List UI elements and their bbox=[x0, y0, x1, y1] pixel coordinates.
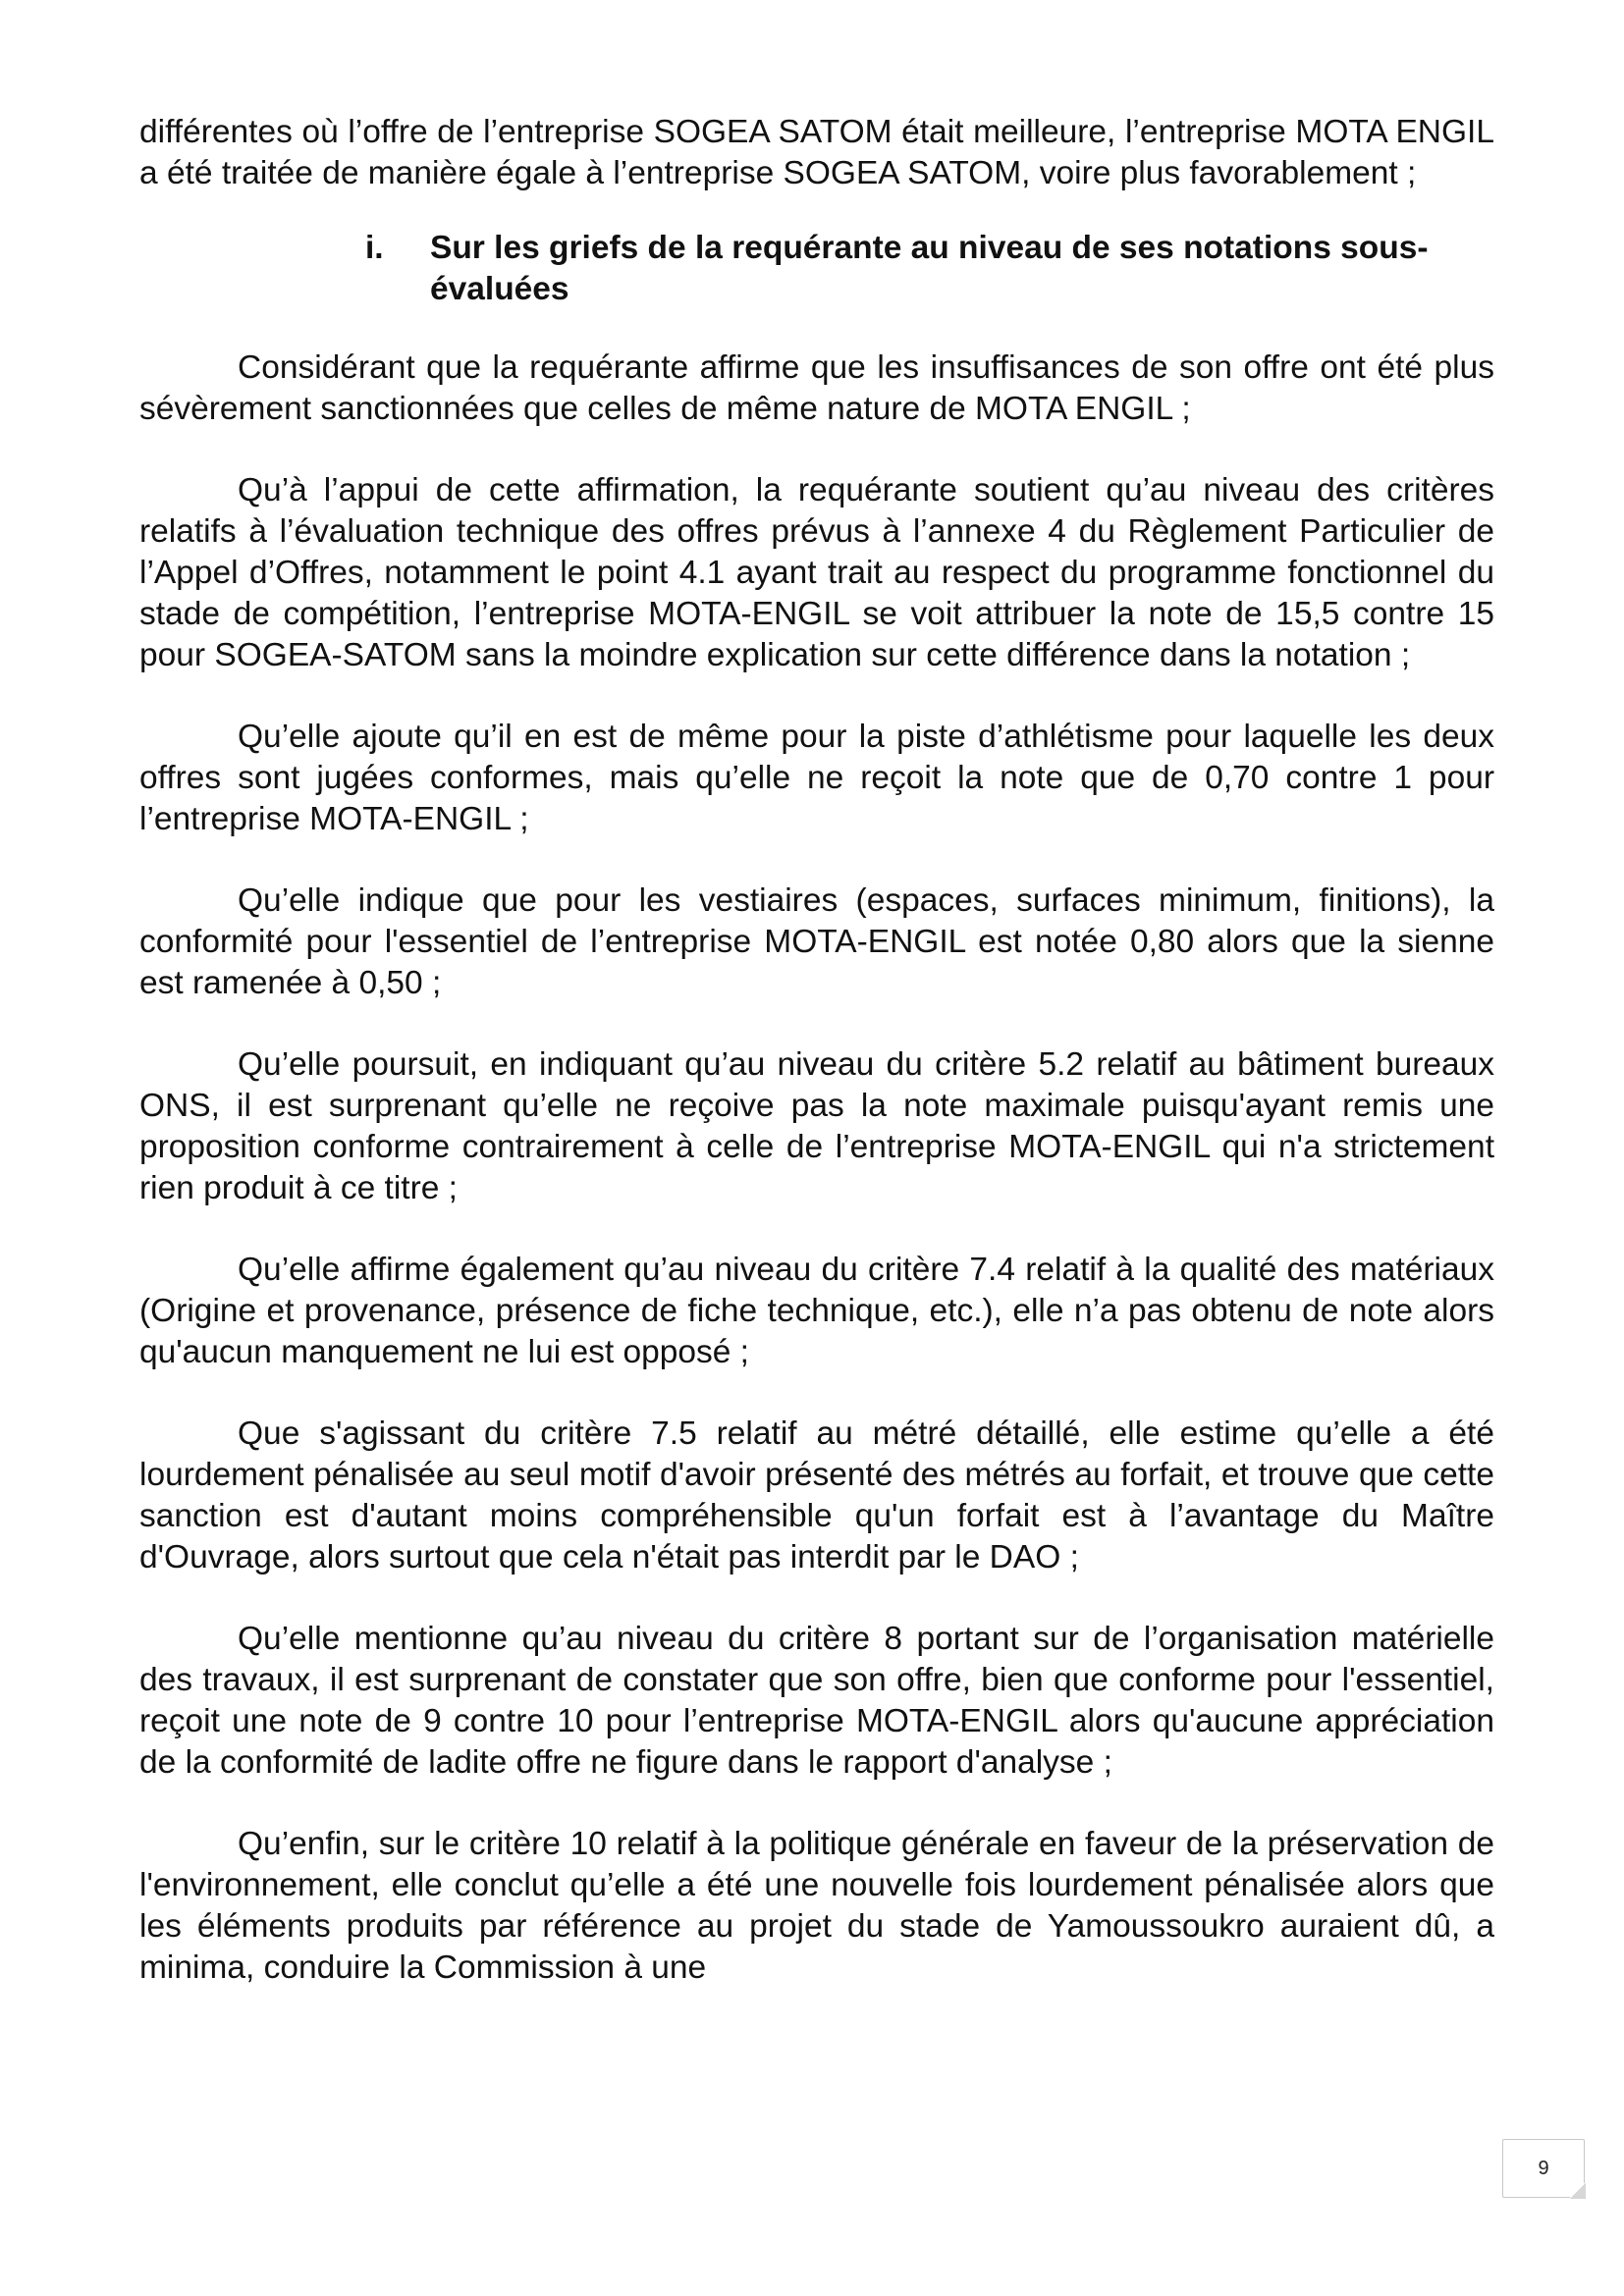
section-heading-text: Sur les griefs de la requérante au niveau de ses notations sous-évaluées bbox=[430, 230, 1429, 307]
paragraph: Qu’elle poursuit, en indiquant qu’au niveau du critère 5.2 relatif au bâtiment bureaux ONS, il est surprenant qu’elle ne reçoive pas la note maximale puisqu'ayant remis une proposition conforme contrairement à celle de l’entreprise MOTA-ENGIL qui n'a strictement rien produit à ce titre ; bbox=[139, 1046, 1494, 1206]
paragraph: Qu’à l’appui de cette affirmation, la requérante soutient qu’au niveau des critères relatifs à l’évaluation technique des offres prévus à l’annexe 4 du Règlement Particulier de l’Appel d’Offres, notamment le point 4.1 ayant trait au respect du programme fonctionnel du stade de compétition, l’entreprise MOTA-ENGIL se voit attribuer la note de 15,5 contre 15 pour SOGEA-SATOM sans la moindre explication sur cette différence dans la notation ; bbox=[139, 472, 1494, 673]
paragraph: Qu’elle indique que pour les vestiaires (espaces, surfaces minimum, finitions), la conformité pour l'essentiel de l’entreprise MOTA-ENGIL est notée 0,80 alors que la sienne est ramenée à 0,50 ; bbox=[139, 882, 1494, 1001]
page-fold-corner-icon bbox=[1570, 2183, 1586, 2199]
paragraph: Qu’elle mentionne qu’au niveau du critère 8 portant sur de l’organisation matérielle des travaux, il est surprenant de constater que son offre, bien que conforme pour l'essentiel, reçoit une note de 9 contre 10 pour l’entreprise MOTA-ENGIL alors qu'aucune appréciation de la conformité de ladite offre ne figure dans le rapport d'analyse ; bbox=[139, 1621, 1494, 1781]
paragraph: Qu’enfin, sur le critère 10 relatif à la politique générale en faveur de la préservation de l'environnement, elle conclut qu’elle a été une nouvelle fois lourdement pénalisée alors que les éléments produits par référence au projet du stade de Yamoussoukro auraient dû, a minima, conduire la Commission à une bbox=[139, 1826, 1494, 1986]
paragraph: Qu’elle affirme également qu’au niveau du critère 7.4 relatif à la qualité des matériaux (Origine et provenance, présence de fiche technique, etc.), elle n’a pas obtenu de note alors qu'aucun manquement ne lui est opposé ; bbox=[139, 1252, 1494, 1370]
page-number-box bbox=[1502, 2139, 1585, 2198]
paragraph: Considérant que la requérante affirme que les insuffisances de son offre ont été plus sévèrement sanctionnées que celles de même nature de MOTA ENGIL ; bbox=[139, 349, 1494, 427]
document-body bbox=[139, 112, 1494, 2029]
paragraph: Que s'agissant du critère 7.5 relatif au métré détaillé, elle estime qu’elle a été lourdement pénalisée au seul motif d'avoir présenté des métrés au forfait, et trouve que cette sanction est d'autant moins compréhensible qu'un forfait est à l’avantage du Maître d'Ouvrage, alors surtout que cela n'était pas interdit par le DAO ; bbox=[139, 1415, 1494, 1575]
section-heading-number: i. bbox=[365, 230, 384, 266]
paragraph: Qu’elle ajoute qu’il en est de même pour la piste d’athlétisme pour laquelle les deux offres sont jugées conformes, mais qu’elle ne reçoit la note que de 0,70 contre 1 pour l’entreprise MOTA-ENGIL ; bbox=[139, 719, 1494, 837]
section-heading bbox=[365, 228, 1494, 310]
page-number: 9 bbox=[1538, 2157, 1549, 2179]
paragraph-continuation: différentes où l’offre de l’entreprise SOGEA SATOM était meilleure, l’entreprise MOTA ENGIL a été traitée de manière égale à l’entreprise SOGEA SATOM, voire plus favorablement ; bbox=[139, 114, 1494, 191]
